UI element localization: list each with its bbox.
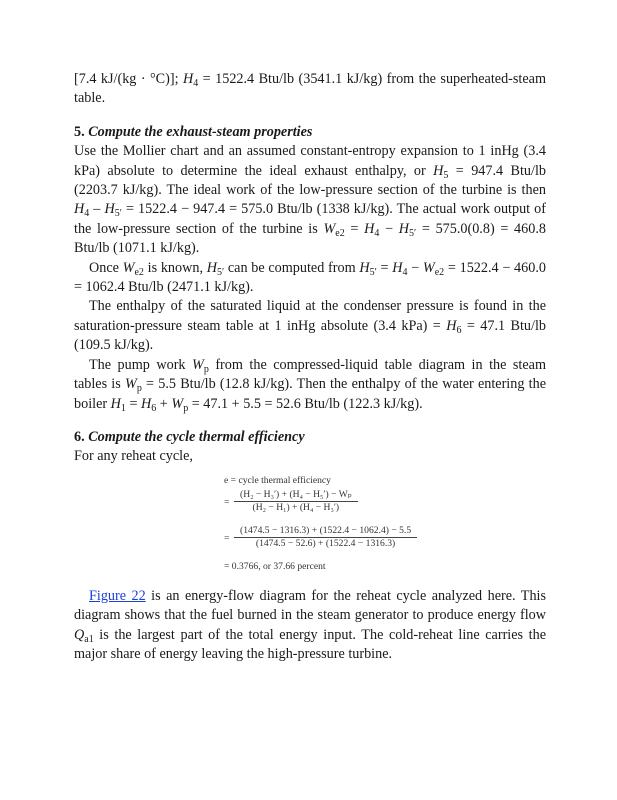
- intro-paragraph: [7.4 kJ/(kg · °C)]; $H_4 = 1522.4$ Btu/lb (3541.1 kJ/kg) from the superheated-steam table.: [74, 71, 546, 107]
- section-5-paragraph-4: The pump work $W_p$ from the compressed-liquid table diagram in the steam tables is $W_p = 5.5$ Btu/lb (12.8 kJ/kg). Then the enthalpy of the water entering the boiler $H_1 = H_6 + W_p = 47.1 + 5.5 = 52.6$ Btu/lb (122.3 kJ/kg).: [74, 356, 546, 414]
- section-5-paragraph-2: Once $W_{e2}$ is known, $H_{5'}$ can be computed from $H_{5'} = H_4 - W_{e2} = 1522.4 - 460.0 = 1062.4$ Btu/lb (2471.1 kJ/kg).: [74, 259, 546, 296]
- equation-eq-sign-2: =: [224, 532, 230, 544]
- figure-22-link[interactable]: Figure 22: [89, 587, 146, 604]
- equation-definition: e = cycle thermal efficiency: [224, 474, 331, 486]
- equation-result: = 0.3766, or 37.66 percent: [224, 560, 326, 572]
- section-5-heading: 5. Compute the exhaust-steam properties: [74, 123, 313, 140]
- section-6-heading: 6. Compute the cycle thermal efficiency: [74, 428, 305, 445]
- equation-numerator-symbolic: (H₂ − H₃′) + (H₄ − H₅′) − Wₚ: [240, 488, 352, 500]
- efficiency-equation: [224, 475, 546, 575]
- equation-denominator-numeric: (1474.5 − 52.6) + (1522.4 − 1316.3): [234, 537, 417, 550]
- section-5-paragraph-3: The enthalpy of the saturated liquid at the condenser pressure is found in the saturation-pressure steam table at 1 inHg absolute (3.4 $kPa) = H_6 = 47.1$ Btu/lb (109.5 kJ/kg).: [74, 298, 546, 354]
- equation-numerator-numeric: (1474.5 − 1316.3) + (1522.4 − 1062.4) − 5.5: [240, 524, 412, 536]
- equation-eq-sign-1: =: [224, 496, 230, 508]
- document-page: [74, 70, 546, 664]
- section-6-lead: For any reheat cycle,: [74, 448, 193, 465]
- section-5-paragraph-1: Use the Mollier chart and an assumed constant-entropy expansion to 1 inHg (3.4 kPa) absolute to determine the ideal exhaust enthalpy, or $H_5 = 947.4$ Btu/lb (2203.7 kJ/kg). The ideal work of the low-pressure section of the turbine is then $H_4 - H_{5'} = 1522.4 - 947.4 = 575.0$ Btu/lb (1338 kJ/kg). The actual work output of the low-pressure section of the turbine is $W_{e2} = H_4 - H_{5'} = 575.0(0.8) = 460.8$ Btu/lb (1071.1 kJ/kg).: [74, 143, 547, 257]
- closing-paragraph: Figure 22 is an energy-flow diagram for the reheat cycle analyzed here. This diagram shows that the fuel burned in the steam generator to produce energy flow $Q_{a1}$ is the largest part of the total energy input. The cold-reheat line carries the major share of energy leaving the high-pressure turbine.: [74, 587, 547, 662]
- equation-fraction-numeric: [234, 525, 417, 550]
- equation-denominator-symbolic: (H₂ − H₁) + (H₄ − H₃′): [234, 501, 358, 514]
- equation-fraction-symbolic: [234, 489, 358, 514]
